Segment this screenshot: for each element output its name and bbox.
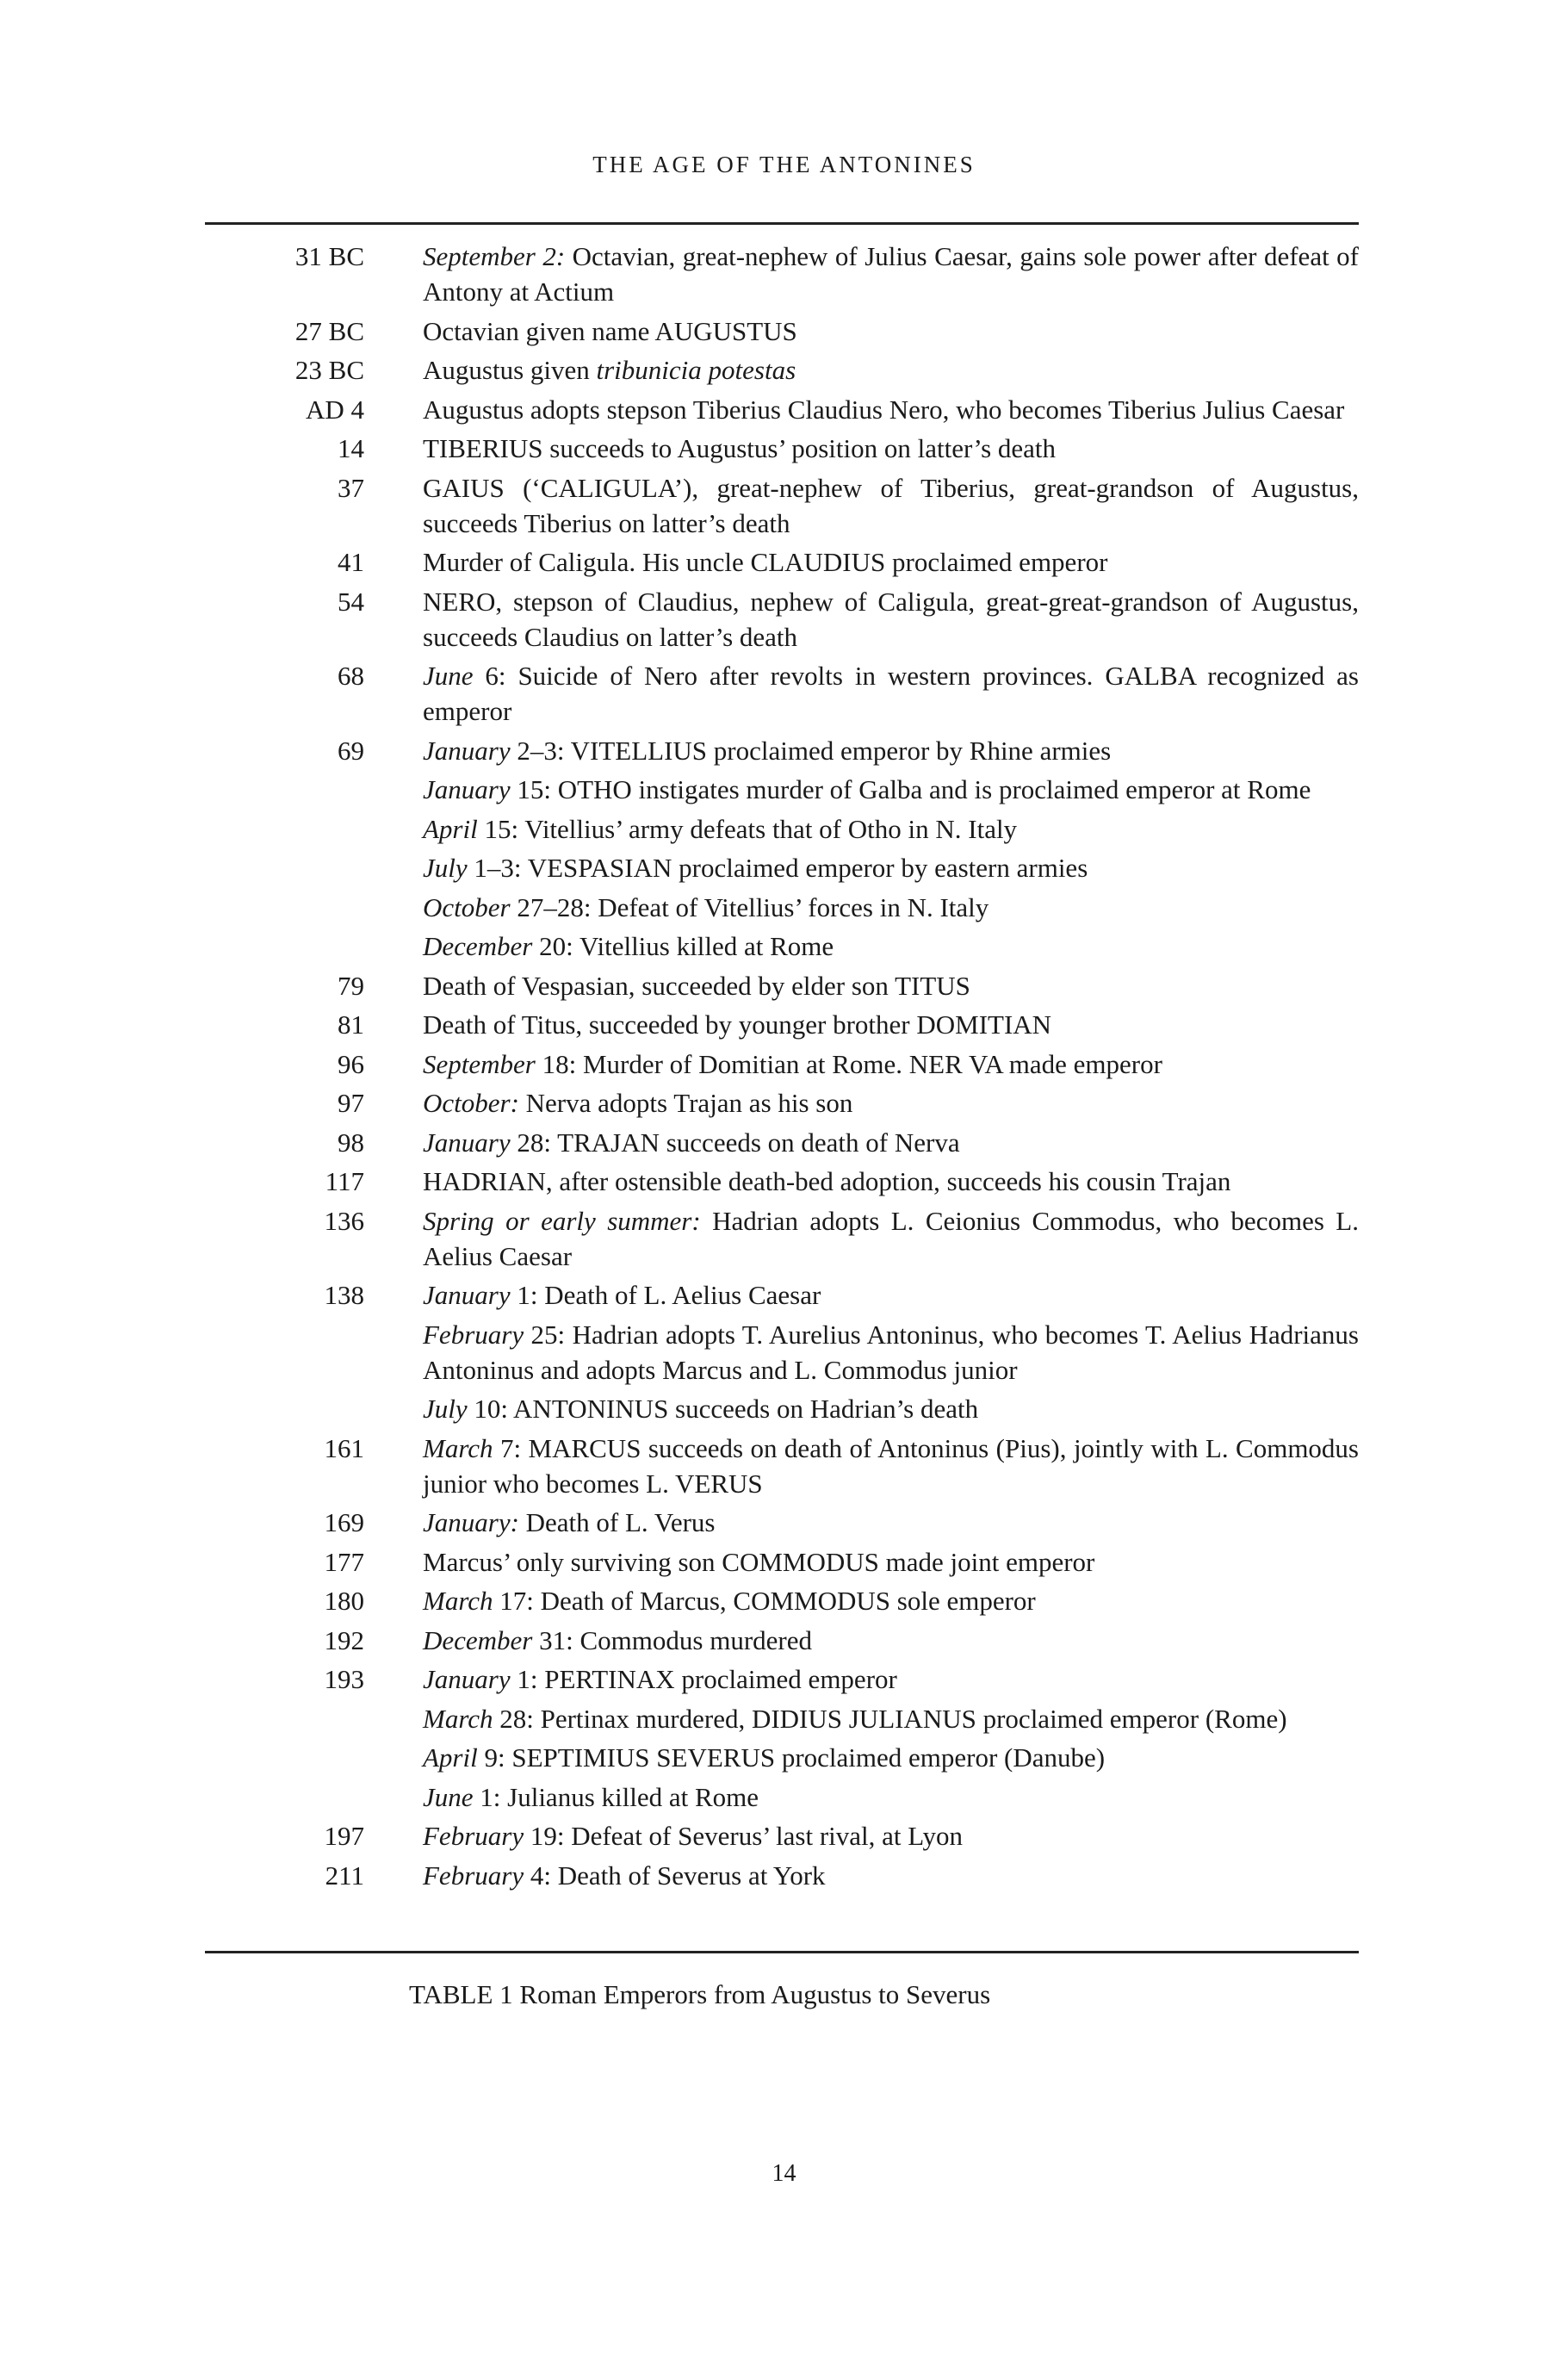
row-event <box>423 1701 1359 1736</box>
row-event-date-lead: Spring or early summer: <box>423 1205 701 1236</box>
row-date: 211 <box>325 1860 364 1891</box>
table-row <box>205 1164 1359 1199</box>
row-event-date-lead: January <box>423 735 511 766</box>
row-event-date-lead: January <box>423 774 511 804</box>
row-event-date-lead: February <box>423 1860 524 1891</box>
table-row <box>205 1583 1359 1618</box>
row-event-date-lead: June <box>423 1781 474 1812</box>
row-date: 27 BC <box>294 315 364 346</box>
row-date: 98 <box>338 1127 364 1158</box>
row-event <box>423 1046 1359 1082</box>
row-event-text: 19: Defeat of Severus’ last rival, at Lyon <box>524 1821 964 1851</box>
table-row <box>205 733 1359 768</box>
row-date: 136 <box>324 1205 364 1236</box>
row-event <box>423 431 1359 466</box>
row-event <box>423 1583 1359 1618</box>
table-row <box>205 1391 1359 1426</box>
row-event-text: 2–3: VITELLIUS proclaimed emperor by Rhine armies <box>510 735 1112 766</box>
row-event-text: Death of Titus, succeeded by younger brother DOMITIAN <box>423 1009 1052 1040</box>
row-date: 97 <box>338 1088 364 1118</box>
table-row <box>205 314 1359 349</box>
row-event <box>423 1623 1359 1658</box>
table-row <box>205 1779 1359 1815</box>
row-event-date-lead: March <box>423 1703 493 1734</box>
row-date: 193 <box>324 1664 364 1694</box>
row-event-date-lead: March <box>423 1586 493 1616</box>
table-row <box>205 811 1359 847</box>
row-event-text: Death of Vespasian, succeeded by elder son TITUS <box>423 970 970 1001</box>
row-date: 192 <box>324 1624 364 1655</box>
row-event-text: 17: Death of Marcus, COMMODUS sole emperor <box>493 1586 1036 1616</box>
row-date: 54 <box>338 586 364 617</box>
table-row <box>205 239 1359 309</box>
row-date: 69 <box>338 735 364 766</box>
row-date: 41 <box>338 547 364 577</box>
row-event <box>423 1740 1359 1775</box>
row-event-text: GAIUS (‘CALIGULA’), great-nephew of Tiberius, great-grandson of Augustus, succeeds Tiberius on latter’s death <box>423 472 1359 538</box>
row-event-text: Augustus given <box>423 355 597 385</box>
row-event-text: Nerva adopts Trajan as his son <box>518 1088 853 1118</box>
row-event-text: 28: Pertinax murdered, DIDIUS JULIANUS proclaimed emperor (Rome) <box>493 1703 1287 1734</box>
row-event-italic-term: tribunicia potestas <box>596 355 796 385</box>
row-event-text: 31: Commodus murdered <box>532 1624 812 1655</box>
row-event-date-lead: June <box>423 661 474 691</box>
table-row <box>205 1046 1359 1082</box>
table-row <box>205 1661 1359 1697</box>
row-date: 138 <box>324 1280 364 1310</box>
table-row <box>205 1818 1359 1854</box>
row-event <box>423 544 1359 580</box>
row-event <box>423 850 1359 885</box>
row-event-text: Octavian, great-nephew of Julius Caesar, gains sole power after defeat of Antony at Actium <box>423 241 1359 307</box>
row-event <box>423 1544 1359 1580</box>
row-event <box>423 890 1359 925</box>
row-event-date-lead: January <box>423 1280 511 1310</box>
row-date: 31 BC <box>294 241 364 271</box>
table-row <box>205 1740 1359 1775</box>
row-event-date-lead: February <box>423 1319 524 1350</box>
row-event-text: 20: Vitellius killed at Rome <box>532 931 834 961</box>
row-event-text: 1: Julianus killed at Rome <box>473 1781 759 1812</box>
row-event <box>423 1203 1359 1274</box>
row-event-text: Marcus’ only surviving son COMMODUS made joint emperor <box>423 1546 1095 1577</box>
table-row <box>205 392 1359 427</box>
row-event <box>423 733 1359 768</box>
row-event-text: Hadrian adopts L. Ceionius Commodus, who becomes L. Aelius Caesar <box>423 1205 1359 1271</box>
row-event-text: 18: Murder of Domitian at Rome. NER VA made emperor <box>535 1048 1162 1079</box>
row-event-date-lead: September 2: <box>423 241 566 271</box>
table-row <box>205 1623 1359 1658</box>
row-event <box>423 1661 1359 1697</box>
row-event <box>423 928 1359 964</box>
table-row <box>205 1317 1359 1388</box>
row-event <box>423 352 1359 388</box>
row-event-date-lead: January <box>423 1664 511 1694</box>
row-date: 197 <box>324 1821 364 1851</box>
table-row <box>205 968 1359 1003</box>
row-event-date-lead: July <box>423 1394 468 1424</box>
row-event-text: 7: MARCUS succeeds on death of Antoninus (Pius), jointly with L. Commodus junior who becomes L. VERUS <box>423 1432 1359 1499</box>
row-event-text: NERO, stepson of Claudius, nephew of Caligula, great-great-grandson of Augustus, succeeds Claudius on latter’s death <box>423 586 1359 652</box>
table-row <box>205 890 1359 925</box>
row-date: 23 BC <box>294 355 364 385</box>
row-event-text: 25: Hadrian adopts T. Aurelius Antoninus, who becomes T. Aelius Hadrianus Antoninus and adopts Marcus and L. Commodus junior <box>423 1319 1359 1385</box>
row-event <box>423 584 1359 655</box>
row-event-date-lead: January: <box>423 1507 519 1537</box>
row-date: 81 <box>338 1009 364 1040</box>
row-event-text: 6: Suicide of Nero after revolts in western provinces. GALBA recognized as emperor <box>423 661 1359 726</box>
row-event-date-lead: September <box>423 1048 536 1079</box>
row-event-text: Death of L. Verus <box>518 1507 716 1537</box>
row-event <box>423 470 1359 541</box>
row-event-text: Augustus adopts stepson Tiberius Claudius Nero, who becomes Tiberius Julius Caesar <box>423 394 1345 425</box>
page-number: 14 <box>772 2160 796 2187</box>
row-event <box>423 968 1359 1003</box>
table-row <box>205 1505 1359 1540</box>
chronology-table <box>205 239 1359 1897</box>
row-event-date-lead: July <box>423 853 468 883</box>
row-event <box>423 239 1359 309</box>
row-event <box>423 392 1359 427</box>
table-row <box>205 1431 1359 1501</box>
row-event <box>423 1164 1359 1199</box>
row-event-date-lead: April <box>423 813 478 844</box>
row-event-date-lead: December <box>423 931 533 961</box>
table-row <box>205 584 1359 655</box>
table-row <box>205 850 1359 885</box>
row-event-text: 1: PERTINAX proclaimed emperor <box>510 1664 897 1694</box>
row-event <box>423 1277 1359 1313</box>
table-row <box>205 470 1359 541</box>
table-row <box>205 544 1359 580</box>
row-event-date-lead: March <box>423 1432 493 1463</box>
row-event-date-lead: October: <box>423 1088 519 1118</box>
table-row <box>205 1007 1359 1042</box>
row-event <box>423 658 1359 729</box>
row-date: 180 <box>324 1586 364 1616</box>
row-event-text: 15: Vitellius’ army defeats that of Otho in N. Italy <box>477 813 1018 844</box>
row-date: AD 4 <box>305 394 364 425</box>
row-event <box>423 1391 1359 1426</box>
row-event <box>423 1125 1359 1160</box>
table-row <box>205 1701 1359 1736</box>
running-head: THE AGE OF THE ANTONINES <box>592 152 976 177</box>
row-date: 96 <box>338 1048 364 1079</box>
row-event-text: 10: ANTONINUS succeeds on Hadrian’s death <box>467 1394 979 1424</box>
table-row <box>205 1858 1359 1893</box>
row-date: 14 <box>338 433 364 463</box>
row-date: 161 <box>324 1432 364 1463</box>
row-event <box>423 1779 1359 1815</box>
row-event <box>423 1505 1359 1540</box>
row-event-date-lead: October <box>423 891 511 922</box>
row-event <box>423 1317 1359 1388</box>
row-event-date-lead: January <box>423 1127 511 1158</box>
row-event <box>423 811 1359 847</box>
row-event-text: TIBERIUS succeeds to Augustus’ position on latter’s death <box>423 433 1057 463</box>
row-event <box>423 314 1359 349</box>
row-date: 79 <box>338 970 364 1001</box>
row-event-text: Murder of Caligula. His uncle CLAUDIUS proclaimed emperor <box>423 547 1108 577</box>
row-event-text: 1: Death of L. Aelius Caesar <box>510 1280 821 1310</box>
table-row <box>205 1125 1359 1160</box>
table-row <box>205 928 1359 964</box>
row-date: 37 <box>338 472 364 503</box>
table-row <box>205 1085 1359 1121</box>
row-date: 117 <box>325 1166 364 1196</box>
table-row <box>205 772 1359 807</box>
table-top-rule <box>205 222 1359 225</box>
row-event-text: 9: SEPTIMIUS SEVERUS proclaimed emperor (Danube) <box>477 1742 1106 1773</box>
row-date: 169 <box>324 1507 364 1537</box>
table-row <box>205 1277 1359 1313</box>
table-row <box>205 658 1359 729</box>
table-bottom-rule <box>205 1951 1359 1953</box>
row-date: 68 <box>338 661 364 691</box>
row-event-text: 27–28: Defeat of Vitellius’ forces in N. Italy <box>510 891 989 922</box>
row-event <box>423 1085 1359 1121</box>
table-row <box>205 431 1359 466</box>
row-event <box>423 1818 1359 1854</box>
row-event <box>423 1431 1359 1501</box>
row-event <box>423 1858 1359 1893</box>
row-event <box>423 772 1359 807</box>
row-event-text: HADRIAN, after ostensible death-bed adoption, succeeds his cousin Trajan <box>423 1166 1231 1196</box>
row-event-date-lead: February <box>423 1821 524 1851</box>
row-event-text: Octavian given name AUGUSTUS <box>423 315 797 346</box>
table-row <box>205 1203 1359 1274</box>
row-event-date-lead: April <box>423 1742 478 1773</box>
row-event-date-lead: December <box>423 1624 533 1655</box>
row-event <box>423 1007 1359 1042</box>
row-event-text: 4: Death of Severus at York <box>524 1860 826 1891</box>
table-caption: TABLE 1 Roman Emperors from Augustus to Severus <box>409 1979 991 2009</box>
table-row <box>205 1544 1359 1580</box>
row-event-text: 28: TRAJAN succeeds on death of Nerva <box>510 1127 960 1158</box>
row-event-text: 15: OTHO instigates murder of Galba and is proclaimed emperor at Rome <box>510 774 1311 804</box>
row-date: 177 <box>324 1546 364 1577</box>
row-event-text: 1–3: VESPASIAN proclaimed emperor by eastern armies <box>467 853 1088 883</box>
table-row <box>205 352 1359 388</box>
